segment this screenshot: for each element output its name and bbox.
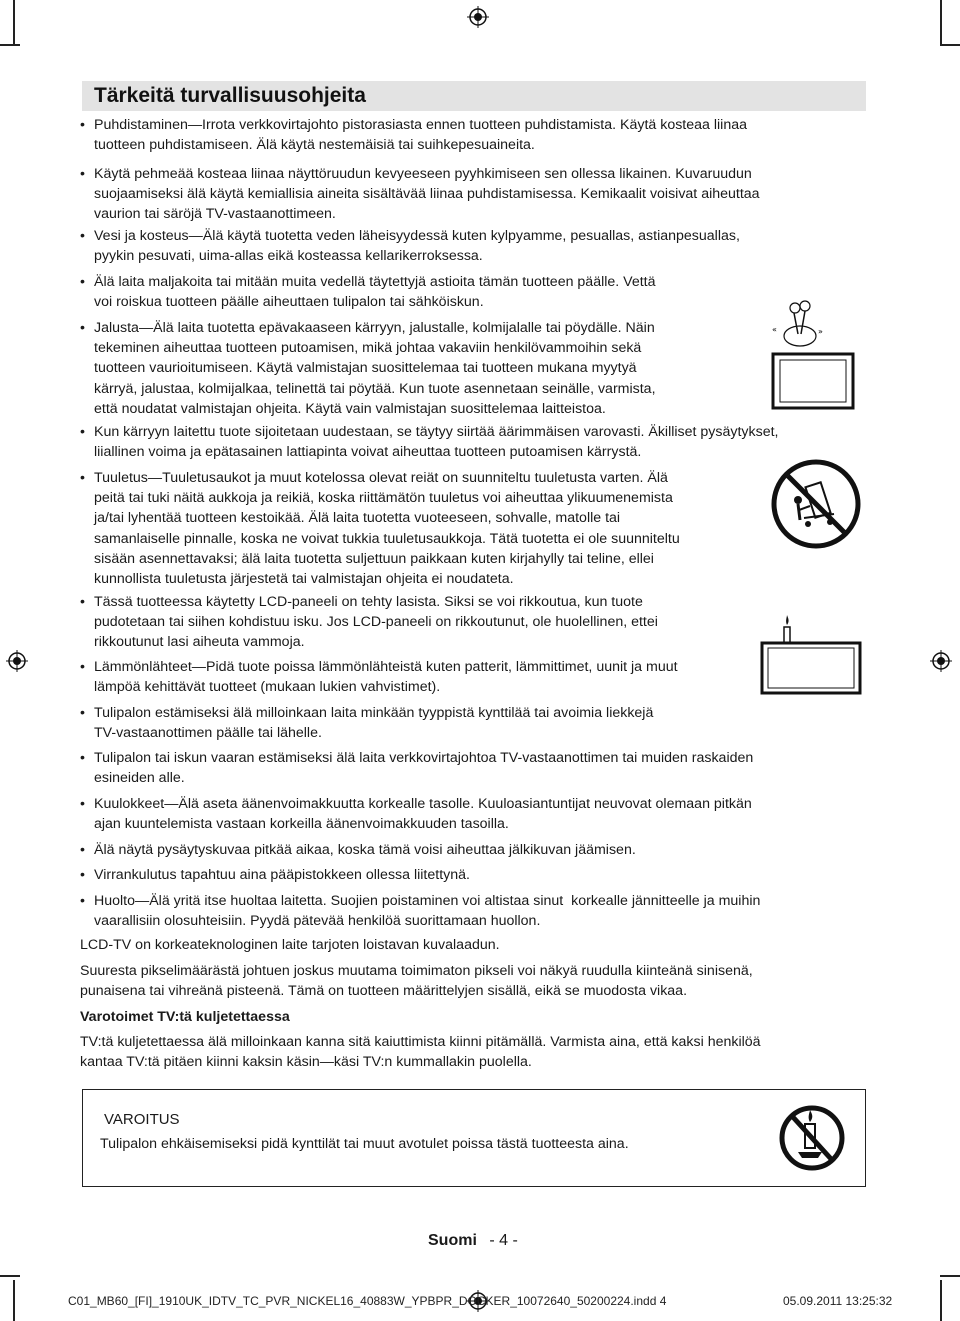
- list-item-line: tuotteen vaurioitumiseen. Käytä valmistajan suosittelemaa tai tuotteen mukana myytyä: [94, 360, 637, 377]
- list-item-line: suojaamiseksi älä käytä kemiallisia aineita sisältävää liinaa puhdistamisessa. Kemikaalit voisivat aiheuttaa: [94, 186, 760, 203]
- list-item-line: ajan kuuntelemista vastaan korkeilla äänenvoimakkuuden tasoilla.: [94, 816, 509, 833]
- registration-mark-icon: [467, 6, 489, 28]
- transport-paragraph: [80, 1032, 761, 1072]
- list-item-line: Puhdistaminen—Irrota verkkovirtajohto pistorasiasta ennen tuotteen puhdistamista. Käytä kosteaa liinaa: [94, 117, 747, 133]
- list-item-text: [94, 115, 747, 155]
- list-item-text: [94, 657, 678, 697]
- list-item-line: Älä laita maljakoita tai mitään muita vedellä täytettyjä astioita tämän tuotteen päälle. Vettä: [94, 274, 656, 290]
- bullet-marker: •: [80, 893, 85, 909]
- list-item-text: [94, 891, 760, 931]
- registration-mark-icon: [6, 650, 28, 672]
- registration-mark-icon: [930, 650, 952, 672]
- bullet-marker: •: [80, 842, 85, 858]
- pixel-line: punaisena tai vihreänä pisteenä. Tämä on tuotteen määrittelyjen sisällä, eikä se muodosta vikaa.: [80, 983, 688, 1000]
- lcd-paragraph: [80, 935, 500, 955]
- list-item-line: liiallinen voima ja epätasainen lattiapinta voivat aiheuttaa tuotteen putoamisen kärrystä.: [94, 444, 642, 461]
- crop-mark: [940, 0, 942, 44]
- list-item-line: tekeminen aiheuttaa tuotteen putoamisen, mikä johtaa vakaviin henkilövammoihin sekä: [94, 340, 642, 357]
- bullet-marker: •: [80, 274, 85, 290]
- list-item-text: [94, 748, 753, 788]
- list-item-text: [94, 794, 752, 834]
- bullet-marker: •: [80, 594, 85, 610]
- bullet-marker: •: [80, 320, 85, 336]
- print-footer-date: 05.09.2011 13:25:32: [783, 1294, 893, 1308]
- list-item-text: [94, 703, 653, 743]
- svg-text:»: »: [818, 327, 823, 336]
- transport-line: TV:tä kuljetettaessa älä milloinkaan kanna sitä kaiuttimista kiinni pitämällä. Varmista aina, että kaksi henkilöä: [80, 1034, 761, 1050]
- crop-mark: [940, 1280, 942, 1321]
- list-item-line: sisään asennettavaksi; älä laita tuotetta suljettuun paikkaan kuten kirjahylly tai teline, ellei: [94, 550, 654, 567]
- list-item-line: tuotteen puhdistamiseen. Älä käytä nestemäisiä tai suihkepesuaineita.: [94, 137, 535, 154]
- transport-heading: Varotoimet TV:tä kuljetettaessa: [80, 1009, 290, 1025]
- bullet-marker: •: [80, 659, 85, 675]
- crop-mark: [0, 44, 20, 46]
- list-item-text: [94, 226, 740, 266]
- crop-mark: [13, 0, 15, 44]
- list-item-line: Vesi ja kosteus—Älä käytä tuotetta veden läheisyydessä kuten kylpyamme, pesuallas, astianpesuallas,: [94, 228, 740, 244]
- list-item-line: Jalusta—Älä laita tuotetta epävakaaseen kärryyn, jalustalle, kolmijalalle tai pöydälle. Näin: [94, 320, 655, 336]
- crop-mark: [940, 1275, 960, 1277]
- list-item-line: samanlaiselle pinnalle, koska ne voivat tukkia tuuletusaukkoja. Tätä tuotetta ei ole suunniteltu: [94, 530, 680, 547]
- crop-mark: [940, 44, 960, 46]
- list-item-line: pudotetaan tai siihen kohdistuu isku. Jos LCD-paneeli on rikkoutunut, ole huolellinen, ettei: [94, 614, 658, 631]
- list-item-line: pyykin pesuvati, uima-allas eikä kosteassa kellarikerroksessa.: [94, 248, 483, 265]
- list-item-line: Lämmönlähteet—Pidä tuote poissa lämmönlähteistä kuten patterit, lämmittimet, uunit ja muut: [94, 659, 678, 675]
- list-item-line: peitä tai tuki näitä aukkoja ja reikiä, koska riittämätön tuuletus voi aiheuttaa ylikuumenemista: [94, 490, 673, 507]
- pixel-line: Suuresta pikselimäärästä johtuen joskus muutama toimimaton pikseli voi näkyä ruudulla kiinteänä sinisenä,: [80, 963, 753, 979]
- list-item-text: [94, 840, 636, 860]
- list-item-line: vaarallisiin olosuhteisiin. Pyydä pätevää henkilöä suorittamaan huollon.: [94, 913, 541, 930]
- list-item-line: Huolto—Älä yritä itse huoltaa laitetta. Suojien poistaminen voi altistaa sinut korkealle jännitteelle ja muihin: [94, 893, 761, 909]
- list-item-line: esineiden alle.: [94, 770, 185, 787]
- list-item-line: kärryä, jalustaa, kolmijalkaa, telinettä tai pöytää. Kun tuote asennetaan seinälle, varmista,: [94, 380, 656, 397]
- list-item-text: [94, 164, 760, 225]
- print-footer-file: C01_MB60_[FI]_1910UK_IDTV_TC_PVR_NICKEL16_40883W_YPBPR_DOCKER_10072640_50200224.indd 4: [68, 1294, 667, 1308]
- tv-stand-icon: [770, 296, 856, 416]
- list-item-line: vaurion tai säröjä TV-vastaanottimeen.: [94, 206, 336, 223]
- transport-line: kantaa TV:tä pitäen kiinni kaksin käsin—käsi TV:n kummallakin puolella.: [80, 1054, 532, 1071]
- bullet-marker: •: [80, 117, 85, 133]
- lcd-text: LCD-TV on korkeateknologinen laite tarjoten loistavan kuvalaadun.: [80, 937, 500, 953]
- list-item-line: Käytä pehmeää kosteaa liinaa näyttöruudun kevyeeseen pyyhkimiseen sen ollessa likainen. Kuvaruudun: [94, 166, 752, 182]
- list-item-text: [94, 592, 658, 653]
- list-item-line: Tuuletus—Tuuletusaukot ja muut kotelossa olevat reiät on suunniteltu tuuletusta varten. Älä: [94, 470, 668, 486]
- list-item-line: Tulipalon tai iskun vaaran estämiseksi älä laita verkkovirtajohtoa TV-vastaanottimen tai muiden raskaiden: [94, 750, 754, 766]
- warning-title: VAROITUS: [104, 1111, 180, 1128]
- list-item-line: Virrankulutus tapahtuu aina pääpistokkeen ollessa liitettynä.: [94, 867, 470, 883]
- bullet-marker: •: [80, 424, 85, 440]
- list-item-line: TV-vastaanottimen päälle tai lähelle.: [94, 725, 322, 742]
- crop-mark: [13, 1280, 15, 1321]
- list-item-text: [94, 422, 778, 462]
- list-item-text: [94, 468, 680, 589]
- bullet-marker: •: [80, 867, 85, 883]
- bullet-marker: •: [80, 750, 85, 766]
- crop-mark: [0, 1275, 20, 1277]
- list-item-text: [94, 272, 656, 312]
- bullet-marker: •: [80, 705, 85, 721]
- list-item-line: Kuulokkeet—Älä aseta äänenvoimakkuutta korkealle tasolle. Kuuloasiantuntijat neuvovat olemaan pitkän: [94, 796, 752, 812]
- bullet-marker: •: [80, 228, 85, 244]
- page-title: Tärkeitä turvallisuusohjeita: [94, 84, 366, 107]
- list-item-line: ja/tai lyhentää tuotteen kestoikää. Älä laita tuotetta vuoteeseen, sohvalle, matolle tai: [94, 510, 621, 527]
- list-item-line: kunnollista tuuletusta järjestetä tai valmistajan ohjeita ei noudateta.: [94, 571, 514, 588]
- list-item-line: Kun kärryyn laitettu tuote sijoitetaan uudestaan, se täytyy siirtää äärimmäisen varovasti. Äkilliset pysäytykset,: [94, 424, 779, 440]
- list-item-line: rikkoutunut lasi aiheuta vammoja.: [94, 634, 305, 651]
- list-item-line: että noudatat valmistajan ohjeita. Käytä vain valmistajan suosittelemaa laitteistoa.: [94, 400, 606, 417]
- list-item-line: voi roiskua tuotteen päälle aiheuttaen tulipalon tai sähköiskun.: [94, 294, 484, 311]
- bullet-marker: •: [80, 166, 85, 182]
- page-number: - 4 -: [489, 1232, 518, 1249]
- page-footer: [428, 1232, 518, 1250]
- list-item-text: [94, 318, 656, 419]
- list-item-text: [94, 865, 470, 885]
- bullet-marker: •: [80, 470, 85, 486]
- list-item-line: Tässä tuotteessa käytetty LCD-paneeli on tehty lasista. Siksi se voi rikkoutua, kun tuote: [94, 594, 643, 610]
- page-language: Suomi: [428, 1232, 477, 1249]
- list-item-line: lämpöä kehittävät tuotteet (mukaan lukien vahvistimet).: [94, 679, 441, 696]
- pixel-paragraph: [80, 961, 753, 1001]
- tv-candle-icon: [758, 613, 864, 699]
- bullet-marker: •: [80, 796, 85, 812]
- svg-text:«: «: [772, 325, 777, 334]
- cart-warning-icon: [770, 458, 862, 550]
- list-item-line: Tulipalon estämiseksi älä milloinkaan laita minkään tyyppistä kynttilää tai avoimia liekkejä: [94, 705, 654, 721]
- no-open-flame-icon: [778, 1102, 846, 1174]
- warning-text: Tulipalon ehkäisemiseksi pidä kynttilät tai muut avotulet poissa tästä tuotteesta aina.: [100, 1136, 629, 1152]
- list-item-line: Älä näytä pysäytyskuvaa pitkää aikaa, koska tämä voisi aiheuttaa jälkikuvan jäämisen.: [94, 842, 636, 858]
